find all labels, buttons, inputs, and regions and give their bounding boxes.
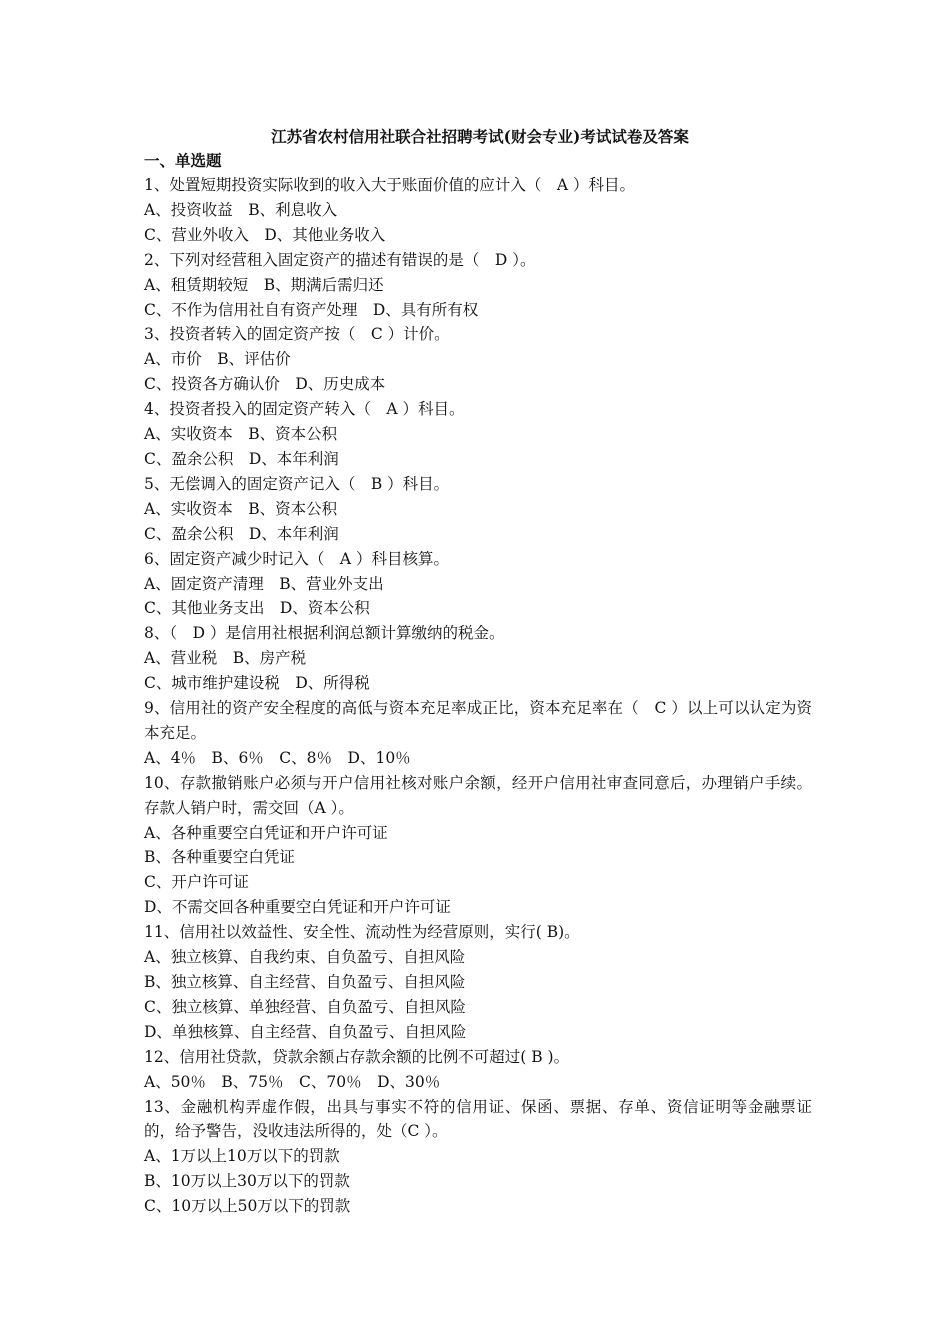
question-5-options-ab: A、实收资本 B、资本公积 [144,499,338,518]
question-9: 9、信用社的资产安全程度的高低与资本充足率成正比，资本充足率在（ C ）以上可以认定为资本充足。 [144,699,812,742]
question-4-options-cd: C、盈余公积 D、本年利润 [144,449,339,468]
question-2: 2、下列对经营租入固定资产的描述有错误的是（ D ）。 [144,250,536,269]
question-8: 8、（ D ）是信用社根据利润总额计算缴纳的税金。 [144,624,505,643]
question-8-options-ab: A、营业税 B、房产税 [144,649,307,668]
question-13-option-b: B、10万以上30万以下的罚款 [144,1172,350,1191]
question-6-options-cd: C、其他业务支出 D、资本公积 [144,599,370,618]
question-13: 13、金融机构弄虚作假，出具与事实不符的信用证、保函、票据、存单、资信证明等金融票证的，给予警告，没收违法所得的，处（C ）。 [144,1097,812,1141]
question-13-option-a: A、1万以上10万以下的罚款 [144,1147,340,1166]
question-10: 10、存款撤销账户必须与开户信用社核对账户余额，经开户信用社审查同意后，办理销户手续。存款人销户时，需交回（A ）。 [144,773,812,817]
question-11-option-b: B、独立核算、自主经营、自负盈亏、自担风险 [144,973,466,991]
question-2-options-cd: C、不作为信用社自有资产处理 D、具有所有权 [144,300,479,319]
question-1: 1、处置短期投资实际收到的收入大于账面价值的应计入（ A ）科目。 [144,176,635,194]
question-10-option-b: B、各种重要空白凭证 [144,848,295,867]
question-11-option-d: D、单独核算、自主经营、自负盈亏、自担风险 [144,1022,467,1041]
question-3: 3、投资者转入的固定资产按（ C ）计价。 [144,325,450,344]
question-3-options-ab: A、市价 B、评估价 [144,350,291,369]
question-8-options-cd: C、城市维护建设税 D、所得税 [144,674,370,693]
question-10-option-c: C、开户许可证 [144,873,249,892]
question-9-options: A、4％ B、6％ C、8％ D、10％ [144,748,411,767]
question-12-options: A、50％ B、75％ C、70％ D、30％ [144,1072,441,1091]
question-12: 12、信用社贷款，贷款余额占存款余额的比例不可超过( B )。 [144,1047,570,1066]
question-4-options-ab: A、实收资本 B、资本公积 [144,425,338,444]
question-6: 6、固定资产减少时记入（ A ）科目核算。 [144,549,449,568]
question-10-option-a: A、各种重要空白凭证和开户许可证 [144,823,388,842]
question-1-options-cd: C、营业外收入 D、其他业务收入 [144,225,386,244]
question-10-option-d: D、不需交回各种重要空白凭证和开户许可证 [144,898,451,917]
section-heading: 一、单选题 [144,151,222,170]
question-1-options-ab: A、投资收益 B、利息收入 [144,200,338,219]
question-11-option-a: A、独立核算、自我约束、自负盈亏、自担风险 [144,948,466,967]
question-4: 4、投资者投入的固定资产转入（ A ）科目。 [144,400,465,419]
question-6-options-ab: A、固定资产清理 B、营业外支出 [144,574,384,593]
question-3-options-cd: C、投资各方确认价 D、历史成本 [144,375,386,394]
document-page [144,126,812,1219]
question-11-option-c: C、独立核算、单独经营、自负盈亏、自担风险 [144,997,466,1016]
question-13-option-c: C、10万以上50万以下的罚款 [144,1197,351,1216]
question-11: 11、信用社以效益性、安全性、流动性为经营原则，实行( B)。 [144,923,580,942]
document-title: 江苏省农村信用社联合社招聘考试(财会专业)考试试卷及答案 [271,127,689,146]
question-5-options-cd: C、盈余公积 D、本年利润 [144,524,339,543]
question-5: 5、无偿调入的固定资产记入（ B ）科目。 [144,474,450,493]
question-2-options-ab: A、租赁期较短 B、期满后需归还 [144,275,384,294]
